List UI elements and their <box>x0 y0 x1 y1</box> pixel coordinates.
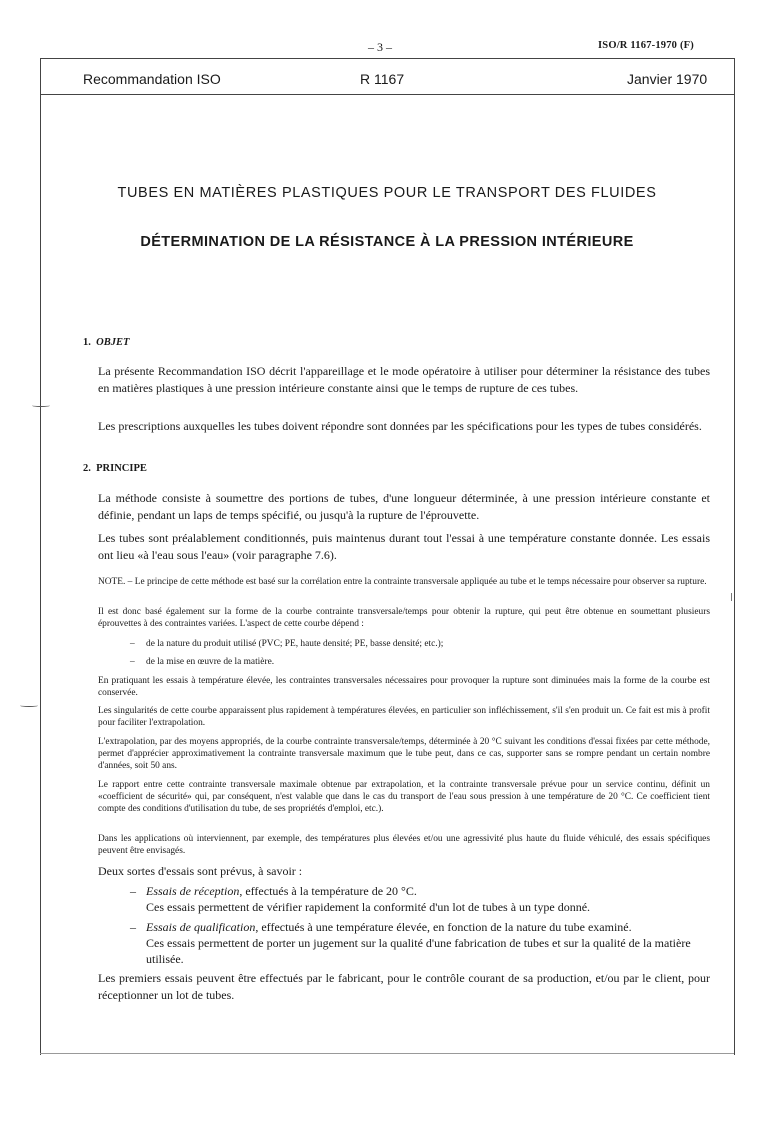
item-title: Essais de réception <box>146 884 240 898</box>
margin-tick <box>731 593 732 601</box>
note-list-item: – de la mise en œuvre de la matière. <box>130 657 275 667</box>
document-code: ISO/R 1167-1970 (F) <box>598 40 694 51</box>
item-title: Essais de qualification <box>146 920 256 934</box>
paragraph: Les premiers essais peuvent être effectués par le fabricant, pour le contrôle courant de sa production, et/ou par le client, pour réceptionner un lot de tubes. <box>98 971 710 1002</box>
note-paragraph: En pratiquant les essais à température élevée, les contraintes transversales nécessaires pour provoquer la rupture sont diminuées mais la forme de la courbe est conservée. <box>98 676 710 699</box>
margin-mark <box>20 704 38 707</box>
note-paragraph: Les singularités de cette courbe apparaissent plus rapidement à températures élevées, en particulier son infléchissement, s'il s'en produit un. Ce fait est mis à profit pour faciliter l'extrapolation. <box>98 706 710 729</box>
note-paragraph: NOTE. – Le principe de cette méthode est basé sur la corrélation entre la contrainte transversale appliquée au tube et le temps nécessaire pour observer sa rupture. <box>98 577 707 587</box>
document-title: TUBES EN MATIÈRES PLASTIQUES POUR LE TRANSPORT DES FLUIDES <box>117 185 657 201</box>
header-divider <box>40 94 734 95</box>
section-number: 1. <box>83 337 91 348</box>
document-subtitle: DÉTERMINATION DE LA RÉSISTANCE À LA PRESSION INTÉRIEURE <box>140 234 634 250</box>
margin-mark <box>32 404 50 407</box>
paragraph: La présente Recommandation ISO décrit l'appareillage et le mode opératoire à utiliser pour déterminer la résistance des tubes en matières plastiques à une pression intérieure constante ainsi que le temps de rupture de ces tubes. <box>98 364 710 395</box>
list-item-qualification: – Essais de qualification, effectués à une température élevée, en fonction de la nature du tube examiné. Ces essais permettent de porter un jugement sur la qualité d'une fabrication de tubes et sur la qualité de la matière utilisée. <box>130 920 691 966</box>
note-paragraph: Dans les applications où interviennent, par exemple, des températures plus élevées et/ou une agressivité plus haute du fluide véhiculé, des essais spécifiques peuvent être envisagés. <box>98 834 710 857</box>
bottom-divider <box>40 1053 734 1054</box>
section-title: PRINCIPE <box>96 463 147 474</box>
section-heading-objet <box>83 337 129 348</box>
note-paragraph: Il est donc basé également sur la forme de la courbe contrainte transversale/temps pour obtenir la rupture, qui peut être obtenue en soumettant plusieurs éprouvettes à des contraintes variées. L'aspect de cette courbe dépend : <box>98 607 710 630</box>
note-paragraph: Le rapport entre cette contrainte transversale maximale obtenue par extrapolation, et la contrainte transversale prévue pour un service continu, définit un «coefficient de sécurité» qui, par conséquent, n'est valable que dans le cas du transport de l'eau sous pression à une température de 20 °C. Ce coefficient tient compte des conditions d'utilisation du tube, de ses propriétés d'emploi, etc.). <box>98 780 710 815</box>
page-number: – 3 – <box>368 40 392 54</box>
note-paragraph: L'extrapolation, par des moyens appropriés, de la courbe contrainte transversale/temps, déterminée à 20 °C suivant les conditions d'essai fixées par cette méthode, permet d'apprécier approximativement la contrainte transversale maximum que le tube peut, dans ce cas, supporter sans se rompre pendant un certain nombre d'années, soit 50 ans. <box>98 737 710 772</box>
paragraph: Deux sortes d'essais sont prévus, à savoir : <box>98 864 303 878</box>
paragraph: Les prescriptions auxquelles les tubes doivent répondre sont données par les spécifications pour les types de tubes considérés. <box>98 419 702 433</box>
section-title: OBJET <box>96 337 130 348</box>
header-reference: R 1167 <box>360 71 405 87</box>
header-date: Janvier 1970 <box>627 71 708 87</box>
section-heading-principe <box>83 463 147 474</box>
note-list-item: – de la nature du produit utilisé (PVC; PE, haute densité; PE, basse densité; etc.); <box>130 639 444 649</box>
paragraph: Les tubes sont préalablement conditionnés, puis maintenus durant tout l'essai à une température constante donnée. Les essais ont lieu «à l'eau sous l'eau» (voir paragraphe 7.6). <box>98 531 710 562</box>
list-item-reception: – Essais de réception, effectués à la température de 20 °C. Ces essais permettent de vérifier rapidement la conformité d'un lot de tubes à un type donné. <box>130 884 591 914</box>
section-number: 2. <box>83 463 91 474</box>
header-recommendation: Recommandation ISO <box>83 71 221 87</box>
paragraph: La méthode consiste à soumettre des portions de tubes, d'une longueur déterminée, à une pression intérieure constante et définie, pendant un laps de temps spécifié, ou jusqu'à la rupture de l'éprouvette. <box>98 491 710 522</box>
